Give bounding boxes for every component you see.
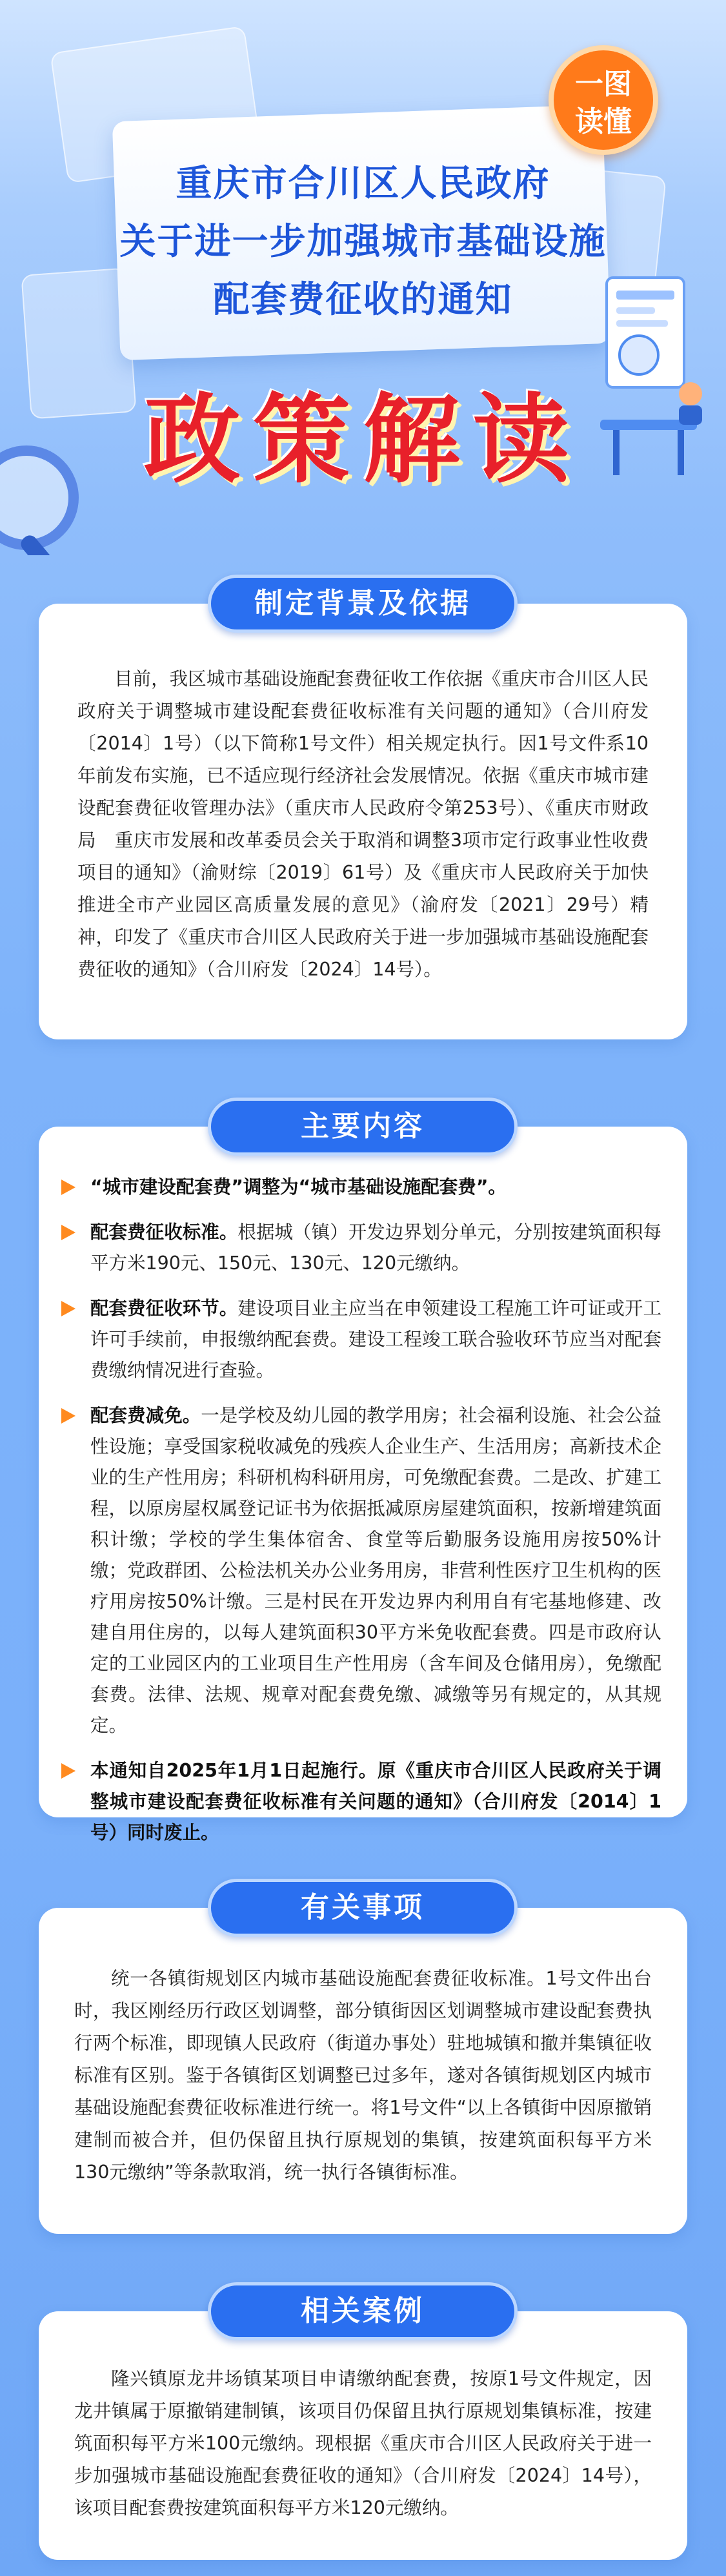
main-item — [61, 1400, 661, 1741]
main-item — [61, 1755, 661, 1848]
triangle-bullet-icon — [61, 1225, 76, 1240]
main-item-bold: 配套费征收标准。 — [90, 1222, 238, 1243]
badge-line-2: 读懂 — [575, 105, 632, 138]
title-line-2: 关于进一步加强城市基础设施 — [119, 221, 607, 263]
section-header-cases: 相关案例 — [208, 2282, 518, 2340]
triangle-bullet-icon — [61, 1301, 76, 1316]
triangle-bullet-icon — [61, 1408, 76, 1424]
main-item-bold: “城市建设配套费”调整为“城市基础设施配套费”。 — [90, 1176, 507, 1198]
related-text: 统一各镇街规划区内城市基础设施配套费征收标准。1号文件出台时，我区刚经历行政区划调整，部分镇街因区划调整城市建设配套费执行两个标准，即现镇人民政府（街道办事处）驻地城镇和撤并集镇征收标准有区别。鉴于各镇街区划调整已过多年，遂对各镇街规划区内城市基础设施配套费征收标准进行统一。将1号文件“以上各镇街中因原撤销建制而被合并，但仍保留且执行原规划的集镇，按建筑面积每平方米130元缴纳”等条款取消，统一执行各镇街标准。 — [74, 1968, 652, 2183]
big-title: 政策解读 — [143, 384, 583, 496]
main-item-text: 根据城（镇）开发边界划分单元，分别按建筑面积每平方米190元、150元、130元、120元缴纳。 — [90, 1222, 661, 1274]
section-main — [39, 1127, 687, 1843]
badge — [549, 45, 658, 155]
main-item-text: 建设项目业主应当在申领建设工程施工许可证或开工许可手续前，申报缴纳配套费。建设工程竣工联合验收环节应当对配套费缴纳情况进行查验。 — [90, 1298, 661, 1381]
section-related — [39, 1908, 687, 2234]
background-text: 目前，我区城市基础设施配套费征收工作依据《重庆市合川区人民政府关于调整城市建设配套费征收标准有关问题的通知》（合川府发〔2014〕1号）（以下简称1号文件）相关规定执行。因1号文件系10年前发布实施，已不适应现行经济社会发展情况。依据《重庆市城市建设配套费征收管理办法》（重庆市人民政府令第253号）、《重庆市财政局 重庆市发展和改革委员会关于取消和调整3项市定行政事业性收费项目的通知》（渝财综〔2019〕61号）及《重庆市人民政府关于加快推进全市产业园区高质量发展的意见》（渝府发〔2021〕29号）精神，印发了《重庆市合川区人民政府关于进一步加强城市基础设施配套费征收的通知》（合川府发〔2024〕14号）。 — [77, 668, 649, 980]
triangle-bullet-icon — [61, 1763, 76, 1779]
triangle-bullet-icon — [61, 1180, 76, 1195]
main-item-bold: 配套费征收环节。 — [90, 1298, 238, 1319]
cases-text: 隆兴镇原龙井场镇某项目申请缴纳配套费，按原1号文件规定，因龙井镇属于原撤销建制镇，该项目仍保留且执行原规划集镇标准，按建筑面积每平方米100元缴纳。现根据《重庆市合川区人民政府关于进一步加强城市基础设施配套费征收的通知》（合川府发〔2024〕14号），该项目配套费按建筑面积每平方米120元缴纳。 — [74, 2368, 652, 2519]
main-item-text: 一是学校及幼儿园的教学用房；社会福利设施、社会公益性设施；享受国家税收减免的残疾人企业生产、生活用房；高新技术企业的生产性用房；科研机构科研用房，可免缴配套费。二是改、扩建工程，以原房屋权属登记证书为依据抵减原房屋建筑面积，按新增建筑面积计缴；学校的学生集体宿舍、食堂等后勤服务设施用房按50%计缴；党政群团、公检法机关办公业务用房，非营利性医疗卫生机构的医疗用房按50%计缴。三是村民在开发边界内利用自有宅基地修建、改建自用住房的，以每人建筑面积30平方米免收配套费。四是市政府认定的工业园区内的工业项目生产性用房（含车间及仓储用房），免缴配套费。法律、法规、规章对配套费免缴、减缴等另有规定的，从其规定。 — [90, 1405, 661, 1736]
section-cases — [39, 2311, 687, 2560]
section-background — [39, 604, 687, 1039]
main-item-bold: 配套费减免。 — [90, 1405, 201, 1426]
main-item — [61, 1217, 661, 1279]
section-header-background: 制定背景及依据 — [208, 575, 518, 633]
main-item — [61, 1172, 661, 1203]
title-line-1: 重庆市合川区人民政府 — [176, 163, 550, 205]
hero-banner — [0, 0, 726, 555]
section-header-main: 主要内容 — [208, 1098, 518, 1156]
title-line-3: 配套费征收的通知 — [213, 279, 513, 321]
main-item — [61, 1293, 661, 1386]
section-header-related: 有关事项 — [208, 1879, 518, 1937]
main-item-bold: 本通知自2025年1月1日起施行。原《重庆市合川区人民政府关于调整城市建设配套费征收标准有关问题的通知》（合川府发〔2014〕1号）同时废止。 — [90, 1760, 661, 1843]
office-illustration-icon — [594, 271, 716, 484]
badge-line-1: 一图 — [575, 68, 632, 101]
